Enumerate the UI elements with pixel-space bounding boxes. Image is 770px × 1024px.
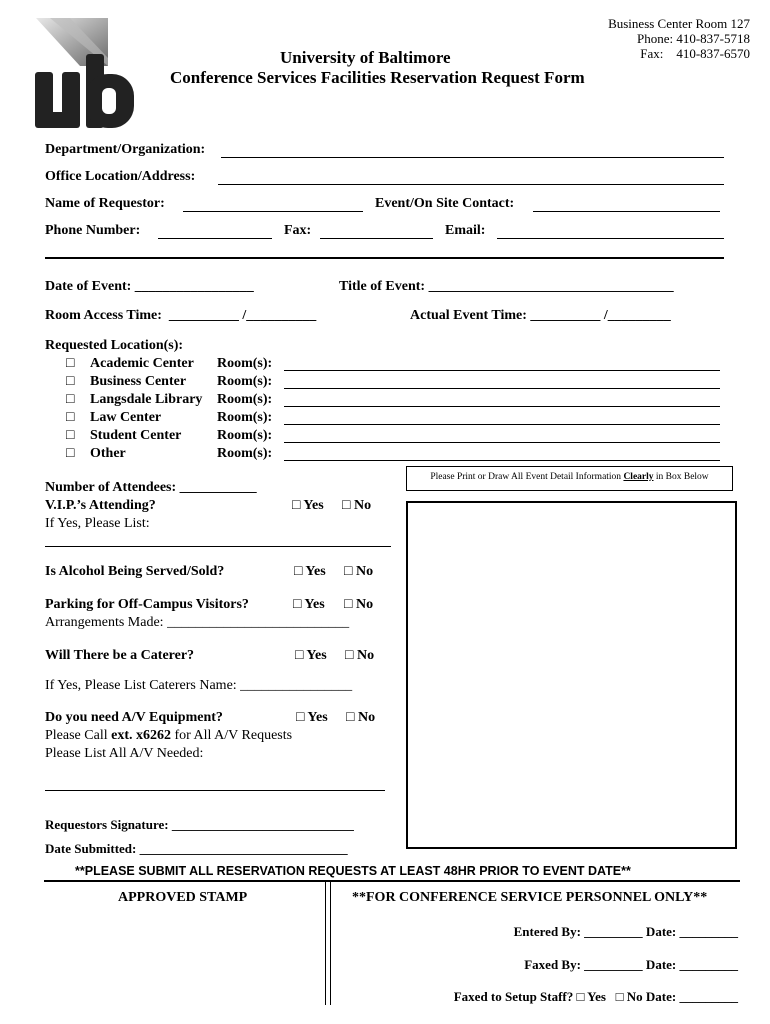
location-checkbox[interactable]: □ [66,410,75,425]
contact-room: Business Center Room 127 [608,16,750,31]
alcohol-yes-checkbox[interactable]: □ Yes [294,564,326,579]
location-checkbox[interactable]: □ [66,356,75,371]
event-detail-box[interactable] [406,501,737,849]
actual-event-time[interactable]: Actual Event Time: __________ /_________ [410,308,671,323]
location-checkbox[interactable]: □ [66,392,75,407]
setup-yes-checkbox[interactable]: □ Yes [576,989,606,1004]
location-name: Business Center [90,374,187,389]
parking-question: Parking for Off-Campus Visitors? [45,597,249,612]
fax-field[interactable] [320,238,433,239]
location-checkbox[interactable]: □ [66,446,75,461]
rooms-field[interactable] [284,406,720,407]
av-list-field[interactable] [45,790,385,791]
setup-date-field[interactable]: Date: _________ [645,989,738,1004]
form-subtitle: Conference Services Facilities Reservation Request Form [170,68,585,87]
vip-list-label: If Yes, Please List: [45,516,150,531]
caterer-no-checkbox[interactable]: □ No [345,648,375,663]
location-checkbox[interactable]: □ [66,374,75,389]
setup-staff-row [454,989,738,1005]
rooms-field[interactable] [284,424,720,425]
onsite-contact-label: Event/On Site Contact: [375,196,515,211]
location-name: Student Center [90,428,182,443]
office-label: Office Location/Address: [45,169,196,184]
requestor-field[interactable] [183,211,363,212]
contact-fax: Fax: 410-837-6570 [640,46,750,61]
location-name: Other [90,446,126,461]
date-submitted-field[interactable]: Date Submitted: ________________________________ [45,841,348,856]
email-field[interactable] [497,238,724,239]
alcohol-question: Is Alcohol Being Served/Sold? [45,564,225,579]
stamp-divider-right [330,882,331,1005]
setup-staff-label: Faxed to Setup Staff? [453,989,574,1004]
section-divider [45,257,724,259]
room-access-time[interactable]: Room Access Time: __________ /__________ [45,308,317,323]
av-yes-checkbox[interactable]: □ Yes [296,710,328,725]
contact-block [608,16,750,61]
phone-label: Phone Number: [45,223,141,238]
faxed-by-field[interactable]: Faxed By: _________ Date: _________ [524,957,738,972]
av-list-label: Please List All A/V Needed: [45,746,204,761]
rooms-field[interactable] [284,370,720,371]
title-of-event[interactable]: Title of Event: ___________________________________ [339,279,674,294]
arrangements-field[interactable]: Arrangements Made: __________________________ [45,615,350,630]
onsite-contact-field[interactable] [533,211,720,212]
caterer-question: Will There be a Caterer? [45,648,195,663]
date-of-event[interactable]: Date of Event: _________________ [45,279,254,294]
rooms-field[interactable] [284,442,720,443]
location-name: Langsdale Library [90,392,203,407]
rooms-label: Room(s): [217,356,273,371]
university-logo [30,14,140,132]
notice-rule [44,880,740,882]
box-caption: Please Print or Draw All Event Detail Information Clearly in Box Below [430,472,709,482]
personnel-heading: **FOR CONFERENCE SERVICE PERSONNEL ONLY** [352,890,708,905]
location-checkbox[interactable]: □ [66,428,75,443]
department-field[interactable] [221,157,724,158]
entered-by-field[interactable]: Entered By: _________ Date: _________ [513,924,738,939]
stamp-divider-left [325,882,326,1005]
location-name: Law Center [90,410,162,425]
vip-no-checkbox[interactable]: □ No [342,498,372,513]
caterer-name-field[interactable]: If Yes, Please List Caterers Name: ________________ [45,678,353,693]
rooms-label: Room(s): [217,428,273,443]
location-name: Academic Center [90,356,194,371]
email-label: Email: [445,223,486,238]
submission-notice: **PLEASE SUBMIT ALL RESERVATION REQUESTS AT LEAST 48HR PRIOR TO EVENT DATE** [75,864,631,878]
rooms-label: Room(s): [217,446,273,461]
vip-yes-checkbox[interactable]: □ Yes [292,498,324,513]
attendees-field[interactable]: Number of Attendees: ___________ [45,480,257,495]
locations-heading: Requested Location(s): [45,338,184,353]
phone-field[interactable] [158,238,272,239]
av-question: Do you need A/V Equipment? [45,710,223,725]
parking-no-checkbox[interactable]: □ No [344,597,374,612]
av-call-note: Please Call ext. x6262 for All A/V Requests [45,728,293,743]
signature-field[interactable]: Requestors Signature: ____________________________ [45,817,354,832]
setup-no-checkbox[interactable]: □ No [615,989,643,1004]
vip-list-field[interactable] [45,546,391,547]
rooms-label: Room(s): [217,374,273,389]
form-title: University of Baltimore [280,48,451,67]
requestor-label: Name of Requestor: [45,196,165,211]
caterer-yes-checkbox[interactable]: □ Yes [295,648,327,663]
rooms-label: Room(s): [217,410,273,425]
rooms-field[interactable] [284,388,720,389]
vip-question: V.I.P.’s Attending? [45,498,156,513]
office-field[interactable] [218,184,724,185]
rooms-field[interactable] [284,460,720,461]
contact-phone: Phone: 410-837-5718 [636,31,750,46]
alcohol-no-checkbox[interactable]: □ No [344,564,374,579]
fax-label: Fax: [284,223,312,238]
approved-stamp-label: APPROVED STAMP [118,890,248,905]
rooms-label: Room(s): [217,392,273,407]
av-no-checkbox[interactable]: □ No [346,710,376,725]
parking-yes-checkbox[interactable]: □ Yes [293,597,325,612]
department-label: Department/Organization: [45,142,206,157]
